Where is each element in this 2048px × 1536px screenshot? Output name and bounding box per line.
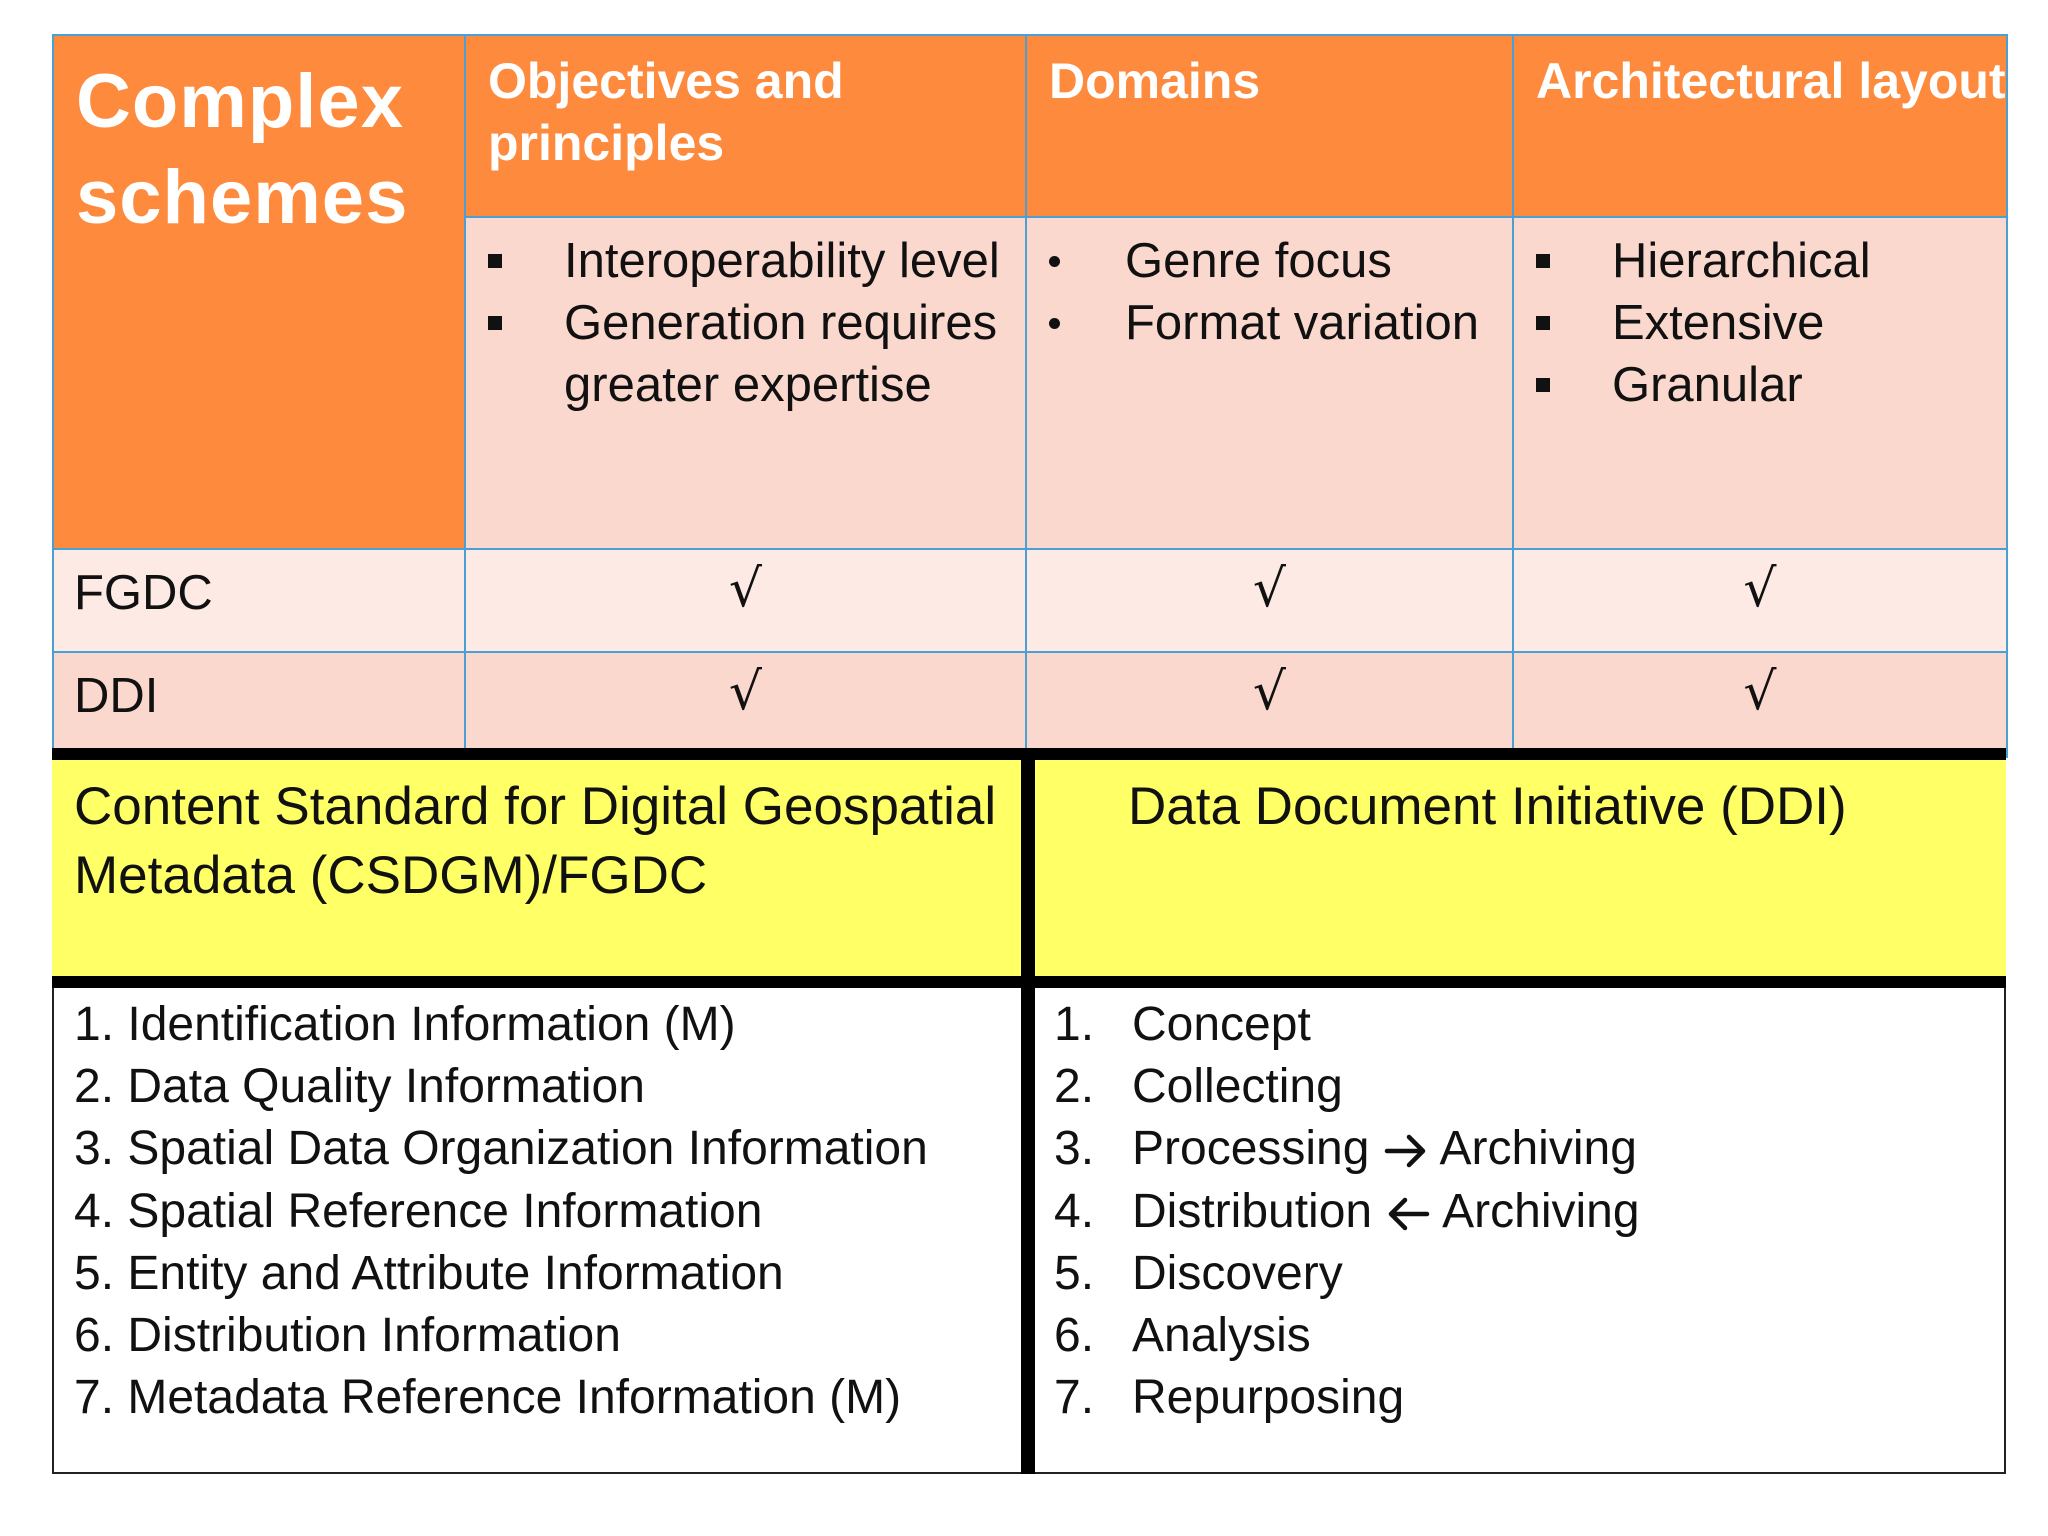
bullet-cell-objectives: [465, 217, 1026, 549]
bullet-list: [1514, 218, 2006, 416]
column-header-label: Objectives and principles: [488, 53, 844, 171]
list-item: 3. Spatial Data Organization Information: [74, 1122, 928, 1176]
checkmark-icon: √: [1252, 662, 1287, 722]
bullet-item: Hierarchical: [1514, 230, 2006, 292]
check-cell: [465, 652, 1026, 757]
bullet-cell-architecture: [1513, 217, 2007, 549]
list-item: 6. Analysis: [1054, 1309, 1311, 1363]
fgdc-section-list: [74, 994, 928, 1429]
right-arrow-icon: [1383, 1118, 1429, 1180]
fgdc-standard-title: Content Standard for Digital Geospatial Metadata (CSDGM)/FGDC: [74, 777, 997, 905]
list-item: 2. Collecting: [1054, 1060, 1343, 1114]
ddi-standard-title: Data Document Initiative (DDI): [1128, 777, 1847, 836]
round-bullet-icon: [1049, 292, 1089, 354]
comparison-table: [52, 34, 2008, 758]
square-bullet-icon: [488, 230, 528, 292]
bullet-item: Extensive: [1514, 292, 2006, 354]
column-header-objectives: [465, 35, 1026, 217]
row-label-ddi: DDI: [53, 652, 465, 757]
list-item: 5. Discovery: [1054, 1246, 1343, 1300]
list-item: 7. Repurposing: [1054, 1371, 1405, 1425]
bullet-item: Genre focus: [1027, 230, 1512, 292]
check-cell: [1513, 652, 2007, 757]
ddi-lifecycle-box: [1028, 988, 2006, 1474]
column-header-label: Domains: [1049, 53, 1261, 109]
square-bullet-icon: [1536, 230, 1576, 292]
check-cell: [1513, 549, 2007, 652]
bullet-item: Interoperability level: [466, 230, 1025, 292]
bullet-cell-domains: [1026, 217, 1513, 549]
bullet-item: Generation requires greater expertise: [466, 292, 1025, 416]
checkmark-icon: √: [1743, 559, 1777, 619]
list-item: 1. Identification Information (M): [74, 998, 736, 1051]
list-item: 7. Metadata Reference Information (M): [74, 1371, 902, 1425]
round-bullet-icon: [1049, 230, 1089, 292]
bullet-list: [1027, 218, 1512, 354]
checkmark-icon: √: [1743, 662, 1777, 722]
row-label-fgdc: FGDC: [53, 549, 465, 652]
bullet-item: Granular: [1514, 354, 2006, 416]
corner-cell: [53, 35, 465, 549]
square-bullet-icon: [1536, 292, 1576, 354]
square-bullet-icon: [488, 292, 528, 354]
column-header-domains: [1026, 35, 1513, 217]
check-cell: [1026, 549, 1513, 652]
list-item: 4. Distribution Archiving: [1054, 1181, 1640, 1243]
fgdc-sections-box: [52, 988, 1028, 1474]
left-arrow-icon: [1385, 1181, 1431, 1243]
list-item: 5. Entity and Attribute Information: [74, 1246, 784, 1300]
list-item: 4. Spatial Reference Information: [74, 1184, 763, 1238]
list-item: 6. Distribution Information: [74, 1309, 621, 1363]
column-header-label: Architectural layout: [1536, 53, 2006, 109]
bullet-item: Format variation: [1027, 292, 1512, 354]
list-item: 2. Data Quality Information: [74, 1060, 645, 1114]
column-header-architecture: [1513, 35, 2007, 217]
bullet-list: [466, 218, 1025, 416]
check-cell: [465, 549, 1026, 652]
checkmark-icon: √: [728, 559, 763, 619]
checkmark-icon: √: [728, 662, 763, 722]
check-cell: [1026, 652, 1513, 757]
list-item: 3. Processing Archiving: [1054, 1118, 1640, 1180]
square-bullet-icon: [1536, 354, 1576, 416]
corner-title: Complex schemes: [76, 59, 409, 240]
standards-comparison: [52, 748, 2006, 1474]
column-divider: [1021, 748, 1035, 1474]
checkmark-icon: √: [1252, 559, 1287, 619]
list-item: 1. Concept: [1054, 998, 1311, 1051]
ddi-lifecycle-list: [1054, 994, 1640, 1429]
